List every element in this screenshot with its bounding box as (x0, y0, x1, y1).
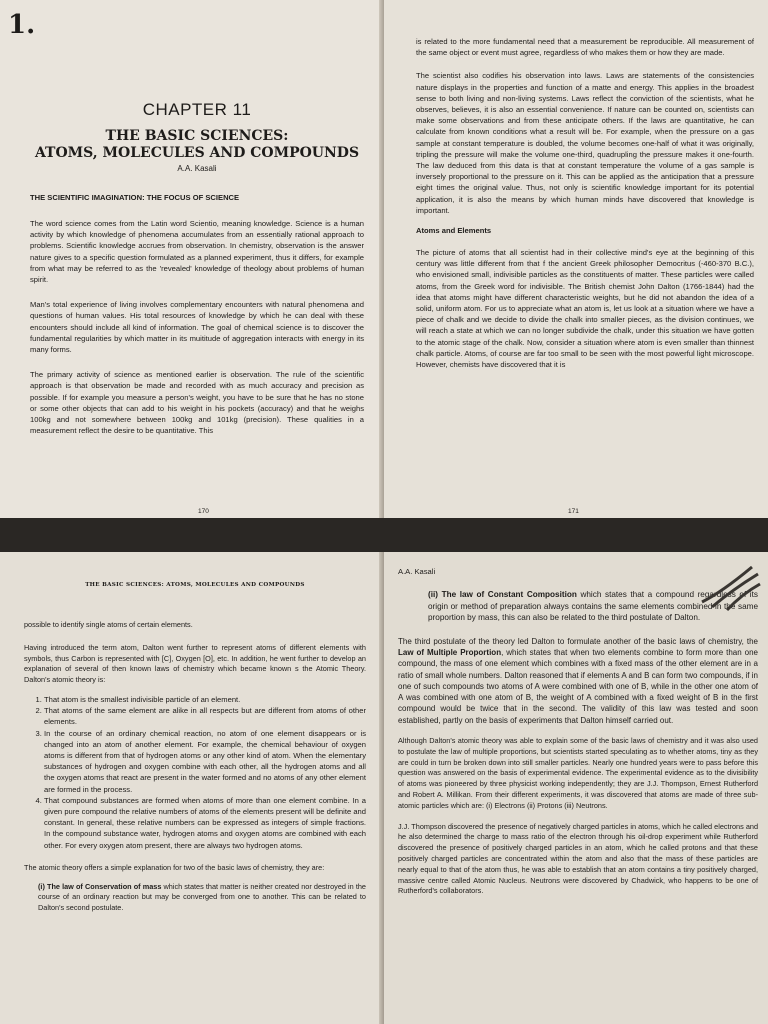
paragraph: The primary activity of science as mentioned earlier is observation. The rule of the scientific approach is that observation be made and recorded with as much accuracy and precision as possible. If for example you measure a person's weight, you have to be sure that he has no stone or some other objects that can add to his weight in his pockets (accuracy) and that he weighs 100kg and not somewhere between 100kg and 101kg (precision). These qualities in a measurement reflect the desire to be quantitative. This (30, 370, 364, 436)
page-left-lower (0, 552, 384, 1024)
law-multiple-proportion: Law of Multiple Proportion (398, 648, 502, 657)
section-heading: Atoms and Elements (416, 226, 492, 236)
list-item: 1. That atom is the smallest indivisible particle of an element. (44, 694, 366, 705)
atomic-theory-list (24, 694, 366, 851)
list-item: 4. That compound substances are formed when atoms of more than one element combine. In a given pure compound the relative numbers of atoms of the elements present will be definite and constant. In general, these relative numbers can be expressed as integers of simple fractions. In the compound substance water, hydrogen atoms and oxygen atoms are combined with each other. For every oxygen atom present, there are always two hydrogen atoms. (44, 795, 366, 851)
margin-mark: 1. (8, 10, 36, 40)
paragraph: The picture of atoms that all scientist had in their collective mind's eye at the beginning of this century was little different from that f the ancient Greek philosopher Democritus (-460-370 B.C.), who envisioned small, indivisible particles as the constituents of matter. These particles were called atoms, from the Greek word for indivisible. The British chemist John Dalton (1766-1844) had the idea that atoms might have different characteristic weights, but he did not abandon the idea of a solid, uniform atom. For us to appreciate what an atom is, let us look at a situation where we have a piece of chalk and we decide to divide the chalk into smaller pieces, as the division continues, we will reach a state at which we can no longer subdivide the chalk, under this situation we have gotten to the atomic stage of the chalk. Now, consider a situation where atom is even smaller than thinnest chalk particle. Atoms, of course are far too small to be seen with the most powerful light microscope. However, chemists have discovered that it is (416, 248, 754, 370)
list-item: 3. In the course of an ordinary chemical reaction, no atom of one element disappears or is changed into an atom of another element. For example, the chemical behaviour of oxygen atoms is different from that of hydrogen atoms or any other kind of atom. When the elementary substances of hydrogen and oxygen combine with each other, all the hydrogen atoms and all the oxygen atoms that react are present in the water formed and no atoms of any other element are formed in the process. (44, 728, 366, 795)
law-text: which states that a compound regardless of its origin or method of preparation always contains the same elements combined in the same proportion by mass, this can also be related to the third postulate of Dalton. (428, 590, 758, 623)
paragraph: Having introduced the term atom, Dalton went further to represent atoms of different elements with symbols, thus Carbon is represented with [C], Oxygen [O], etc. In addition, he went further to develop an explanation of several of then known laws of chemistry which became known s the Atomic Theory. Dalton's atomic theory is: (24, 642, 366, 685)
chapter-author: A.A. Kasali (177, 164, 217, 173)
running-head: A.A. Kasali (398, 567, 436, 576)
text-run: The third postulate of the theory led Dalton to formulate another of the basic laws of chemistry, the (398, 636, 758, 646)
paragraph: J.J. Thompson discovered the presence of negatively charged particles in atoms, which he called electrons and he also determined the charge to mass ratio of the electron through his oil-drop experiment while Rutherford discovered the presence of positively charged particles in an atom, which he called protons and that these positively charged particles are concentrated within the atom and also that the mass of these particles are nearly equal to that of the atom thus, he was able to establish that an atom contains a tiny positively charged, massive centre called Atomic Nucleus. Neutrons were discovered by Chadwick, who happens to be one of Rutherford's collaborators. (398, 821, 758, 896)
paragraph: Although Dalton's atomic theory was able to explain some of the basic laws of chemistry and it was also used to postulate the law of multiple proportions, but scientists started speculating as to whether atoms, tiny as they are could in turn be broken down into still smaller particles. Nearly one hundred years were to pass before this question was answered on the basis of experimental evidence. The experimental evidence as to the divisibility of atoms was pioneered by three physicist working independently; they are J.J. Thompson, Ernest Rutherford and Robert A. Millikan. From their different experiments, it was discovered that atoms are made of three sub-atomic particles which are: (i) Electrons (ii) Protons (iii) Neutrons. (398, 736, 758, 810)
chapter-title-line2: ATOMS, MOLECULES AND COMPOUNDS (34, 145, 360, 161)
paragraph: The scientist also codifies his observation into laws. Laws are statements of the consistencies nature displays in the properties and function of a matte and energy. This applies in the broadest sense to both living and non-living systems. Laws reflect the conviction of the scientists, what he observes, believes, it is also an essential convenience. If nature can be counted on, scientists can make some observations and from these anticipate others. If the laws are quantitative, he can calculate from known conditions what a result will be. For example, when the pressure on a gas sample at constant temperature is doubled, the volume becomes one-half of what it was originally, tripling the pressure will make the volume one-third, quadrupling the pressure makes it one-fourth. The law deduced from this data is that at constant temperature the volume of a gas sample is inversely proportional to the pressure on it. This can be applied as the anticipation that a pressure eight times the original value. Thus, not only is scientific knowledge important for its potential application, it is also the means by which human minds have discovered that knowledge is important. (416, 71, 754, 215)
chapter-label: CHAPTER 11 (142, 100, 252, 119)
page-171 (384, 0, 768, 518)
law-label: (ii) The law of Constant Composition (428, 590, 577, 600)
page-number: 170 (198, 508, 209, 515)
paragraph: is related to the more fundamental need that a measurement be reproducible. All measurement of the same object or event must agree, regardless of who makes them or how they are made. (416, 37, 754, 58)
section-heading: THE SCIENTIFIC IMAGINATION: THE FOCUS OF SCIENCE (30, 193, 240, 202)
chapter-title-line1: THE BASIC SCIENCES: (105, 128, 289, 144)
page-number: 171 (568, 508, 579, 515)
law-text: which states that matter is neither created nor destroyed in the course of an ordinary reaction but may be converged from one to another. This can be related to Dalton's second postulate. (38, 881, 366, 913)
paragraph: The atomic theory offers a simple explanation for two of the basic laws of chemistry, they are: (24, 862, 325, 872)
paragraph (398, 636, 758, 726)
running-head: THE BASIC SCIENCES: ATOMS, MOLECULES AND COMPOUNDS (85, 582, 305, 588)
paragraph: Man's total experience of living involves complementary encounters with natural phenomena and questions of human values. His total resources of knowledge by which he can deal with these encounters should include all kind of information. The goal of chemical science is to discover the fundamental regularities by which matter in its muititude of aggregation interacts with energy in its many forms. (30, 300, 364, 355)
law-conservation (24, 882, 366, 914)
text-run: , which states that when two elements combine to form more than one compound, the mass of one element which combines with a fixed mass of the other element are in a ratio of small whole numbers. Dalton reasoned that if elements A and B can form two compounds, if in one of such compounds two atoms of A were combined with one of B, while in the other one atom of A was combined with one atom of B, the weight of A combined with a fixed weight of B in the first compound would be twice that in the second. The validity of this law was tested and soon established, partly on the basis of experiments that Dalton himself carried out. (398, 648, 758, 725)
page-right-lower (384, 552, 768, 1024)
page-170 (0, 0, 384, 518)
corner-scribble (692, 562, 762, 612)
paragraph: possible to identify single atoms of certain elements. (24, 620, 193, 629)
law-label: (i) The law of Conservation of mass (38, 881, 162, 891)
list-item: 2. That atoms of the same element are alike in all respects but are different from atoms of other elements. (44, 705, 366, 727)
paragraph: The word science comes from the Latin word Scientio, meaning knowledge. Science is a human activity by which knowledge of phenomena accumulates from an essentially rational approach to problems. Scientific knowledge accrues from observation. In chemistry, observation is the answer nature gives to a specific question formulated as a planned experiment, thus it differs, for example from what may be referred to as the 'revealed' knowledge of theology about problems of human spirit. (30, 219, 364, 285)
